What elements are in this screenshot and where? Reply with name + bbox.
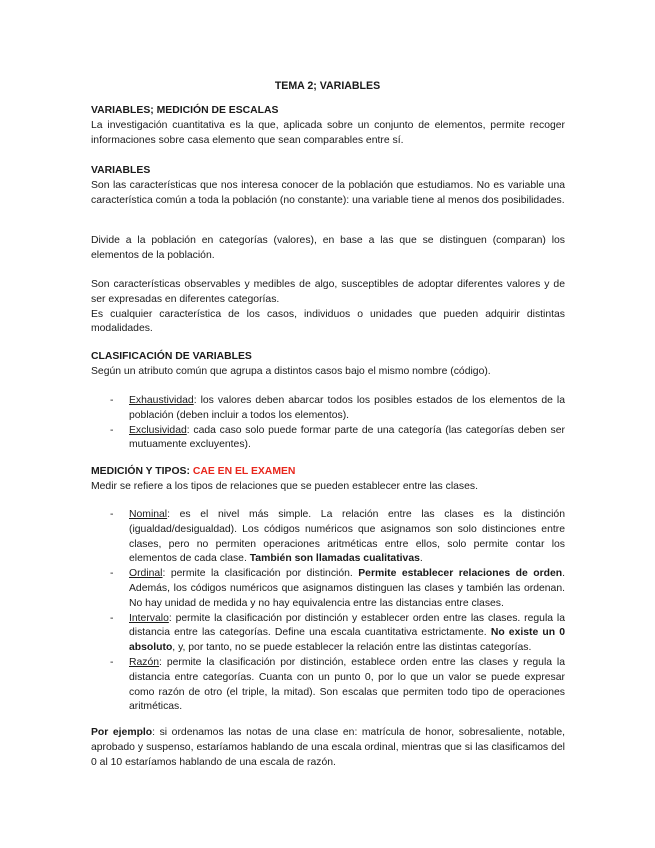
term: Exclusividad [129, 424, 187, 436]
section-medicion-tipos [91, 465, 565, 495]
list-item-intervalo [91, 612, 565, 656]
paragraph: Según un atributo común que agrupa a distintos casos bajo el mismo nombre (código). [91, 365, 491, 377]
tipos-list [91, 508, 565, 715]
definition: : los valores deben abarcar todos los posibles estados de los elementos de la población (deben incluir a todos los elementos). [129, 395, 565, 421]
paragraph-block [91, 278, 565, 337]
example-lead: Por ejemplo [91, 727, 153, 738]
list-item-nominal [91, 508, 565, 567]
list-item [91, 394, 565, 424]
paragraph: Son características observables y medibles de algo, susceptibles de adoptar diferentes valores y de ser expresadas en diferentes categorías. [91, 279, 565, 305]
list-item-razon [91, 656, 565, 715]
paragraph: Son las características que nos interesa conocer de la población que estudiamos. No es variable una característica común a toda la población (no constante): una variable tiene al menos dos posibilidades. [91, 179, 565, 206]
bold-text: No existe un 0 absoluto [129, 627, 565, 654]
term: Razón [129, 656, 160, 668]
paragraph: Divide a la población en categorías (valores), en base a las que se distinguen (comparan) los elementos de la población. [91, 235, 565, 261]
definition-end: . [419, 553, 423, 565]
list-item [91, 424, 565, 454]
definition-end: . Además, los códigos numéricos que asignamos distinguen las clases y también las ordenan. No hay unidad de medida y no hay equivalencia entre las distancias entre clases. [129, 568, 565, 609]
example-paragraph [91, 726, 565, 770]
definition-end: , y, por tanto, no se puede establecer la relación entre las distintas categorías. [172, 642, 532, 654]
section-clasificacion [91, 350, 565, 380]
section-heading [91, 465, 565, 480]
paragraph-block [91, 234, 565, 264]
section-heading: CLASIFICACIÓN DE VARIABLES [91, 351, 252, 362]
paragraph: Es cualquier característica de los casos, individuos o unidades que pueden adquirir distintas modalidades. [91, 308, 565, 335]
term: Ordinal [129, 568, 163, 580]
definition: : cada caso solo puede formar parte de una categoría (las categorías deben ser mutuamente excluyentes). [129, 424, 565, 451]
section-heading: VARIABLES; MEDICIÓN DE ESCALAS [91, 105, 279, 116]
section-heading: VARIABLES [91, 165, 151, 176]
definition: : permite la clasificación por distinción y establecer orden entre las clases. regula la distancia entre las categorías. Define una escala cuantitativa estrictamente. [129, 612, 565, 639]
clasificacion-list [91, 394, 565, 453]
section-medicion-escalas [91, 104, 565, 148]
term: Intervalo [129, 612, 169, 624]
bold-text: También son llamadas cualitativas [249, 553, 420, 565]
paragraph: Medir se refiere a los tipos de relaciones que se pueden establecer entre las clases. [91, 480, 478, 492]
exam-highlight: CAE EN EL EXAMEN [192, 466, 296, 477]
section-variables [91, 164, 565, 208]
example-text: : si ordenamos las notas de una clase en: matrícula de honor, sobresaliente, notable, aprobado y suspenso, estaríamos hablando de una escala ordinal, mientras que si las clasificamos del 0 al 10 estaríamos hablando de una escala de razón. [91, 727, 565, 768]
paragraph [91, 726, 565, 770]
term: Exhaustividad [129, 395, 194, 406]
heading-separator: : [186, 466, 193, 477]
page-title: TEMA 2; VARIABLES [274, 80, 381, 92]
list-item-ordinal [91, 567, 565, 611]
definition: : permite la clasificación por distinción, establece orden entre las clases y regula la distancia entre categorías. Cuanta con un punto 0, por lo que un valor se puede expresar como razón de otro (el triple, la mitad). Son escalas que permiten todo tipo de operaciones aritméticas. [129, 656, 565, 713]
definition: : es el nivel más simple. La relación entre las clases es la distinción (igualdad/desigualdad). Los códigos numéricos que asignamos son solo distinciones entre clases, pero no permiten operaciones aritméticas entre ellos, solo permite contar los elementos de cada clase. [129, 509, 565, 565]
term: Nominal [129, 509, 168, 520]
heading-text: MEDICIÓN Y TIPOS [91, 466, 187, 477]
bold-text: Permite establecer relaciones de orden [358, 568, 563, 580]
definition: : permite la clasificación por distinción. [162, 568, 359, 580]
paragraph: La investigación cuantitativa es la que, aplicada sobre un conjunto de elementos, permite recoger informaciones sobre casa elemento que sean comparables entre sí. [91, 119, 565, 146]
